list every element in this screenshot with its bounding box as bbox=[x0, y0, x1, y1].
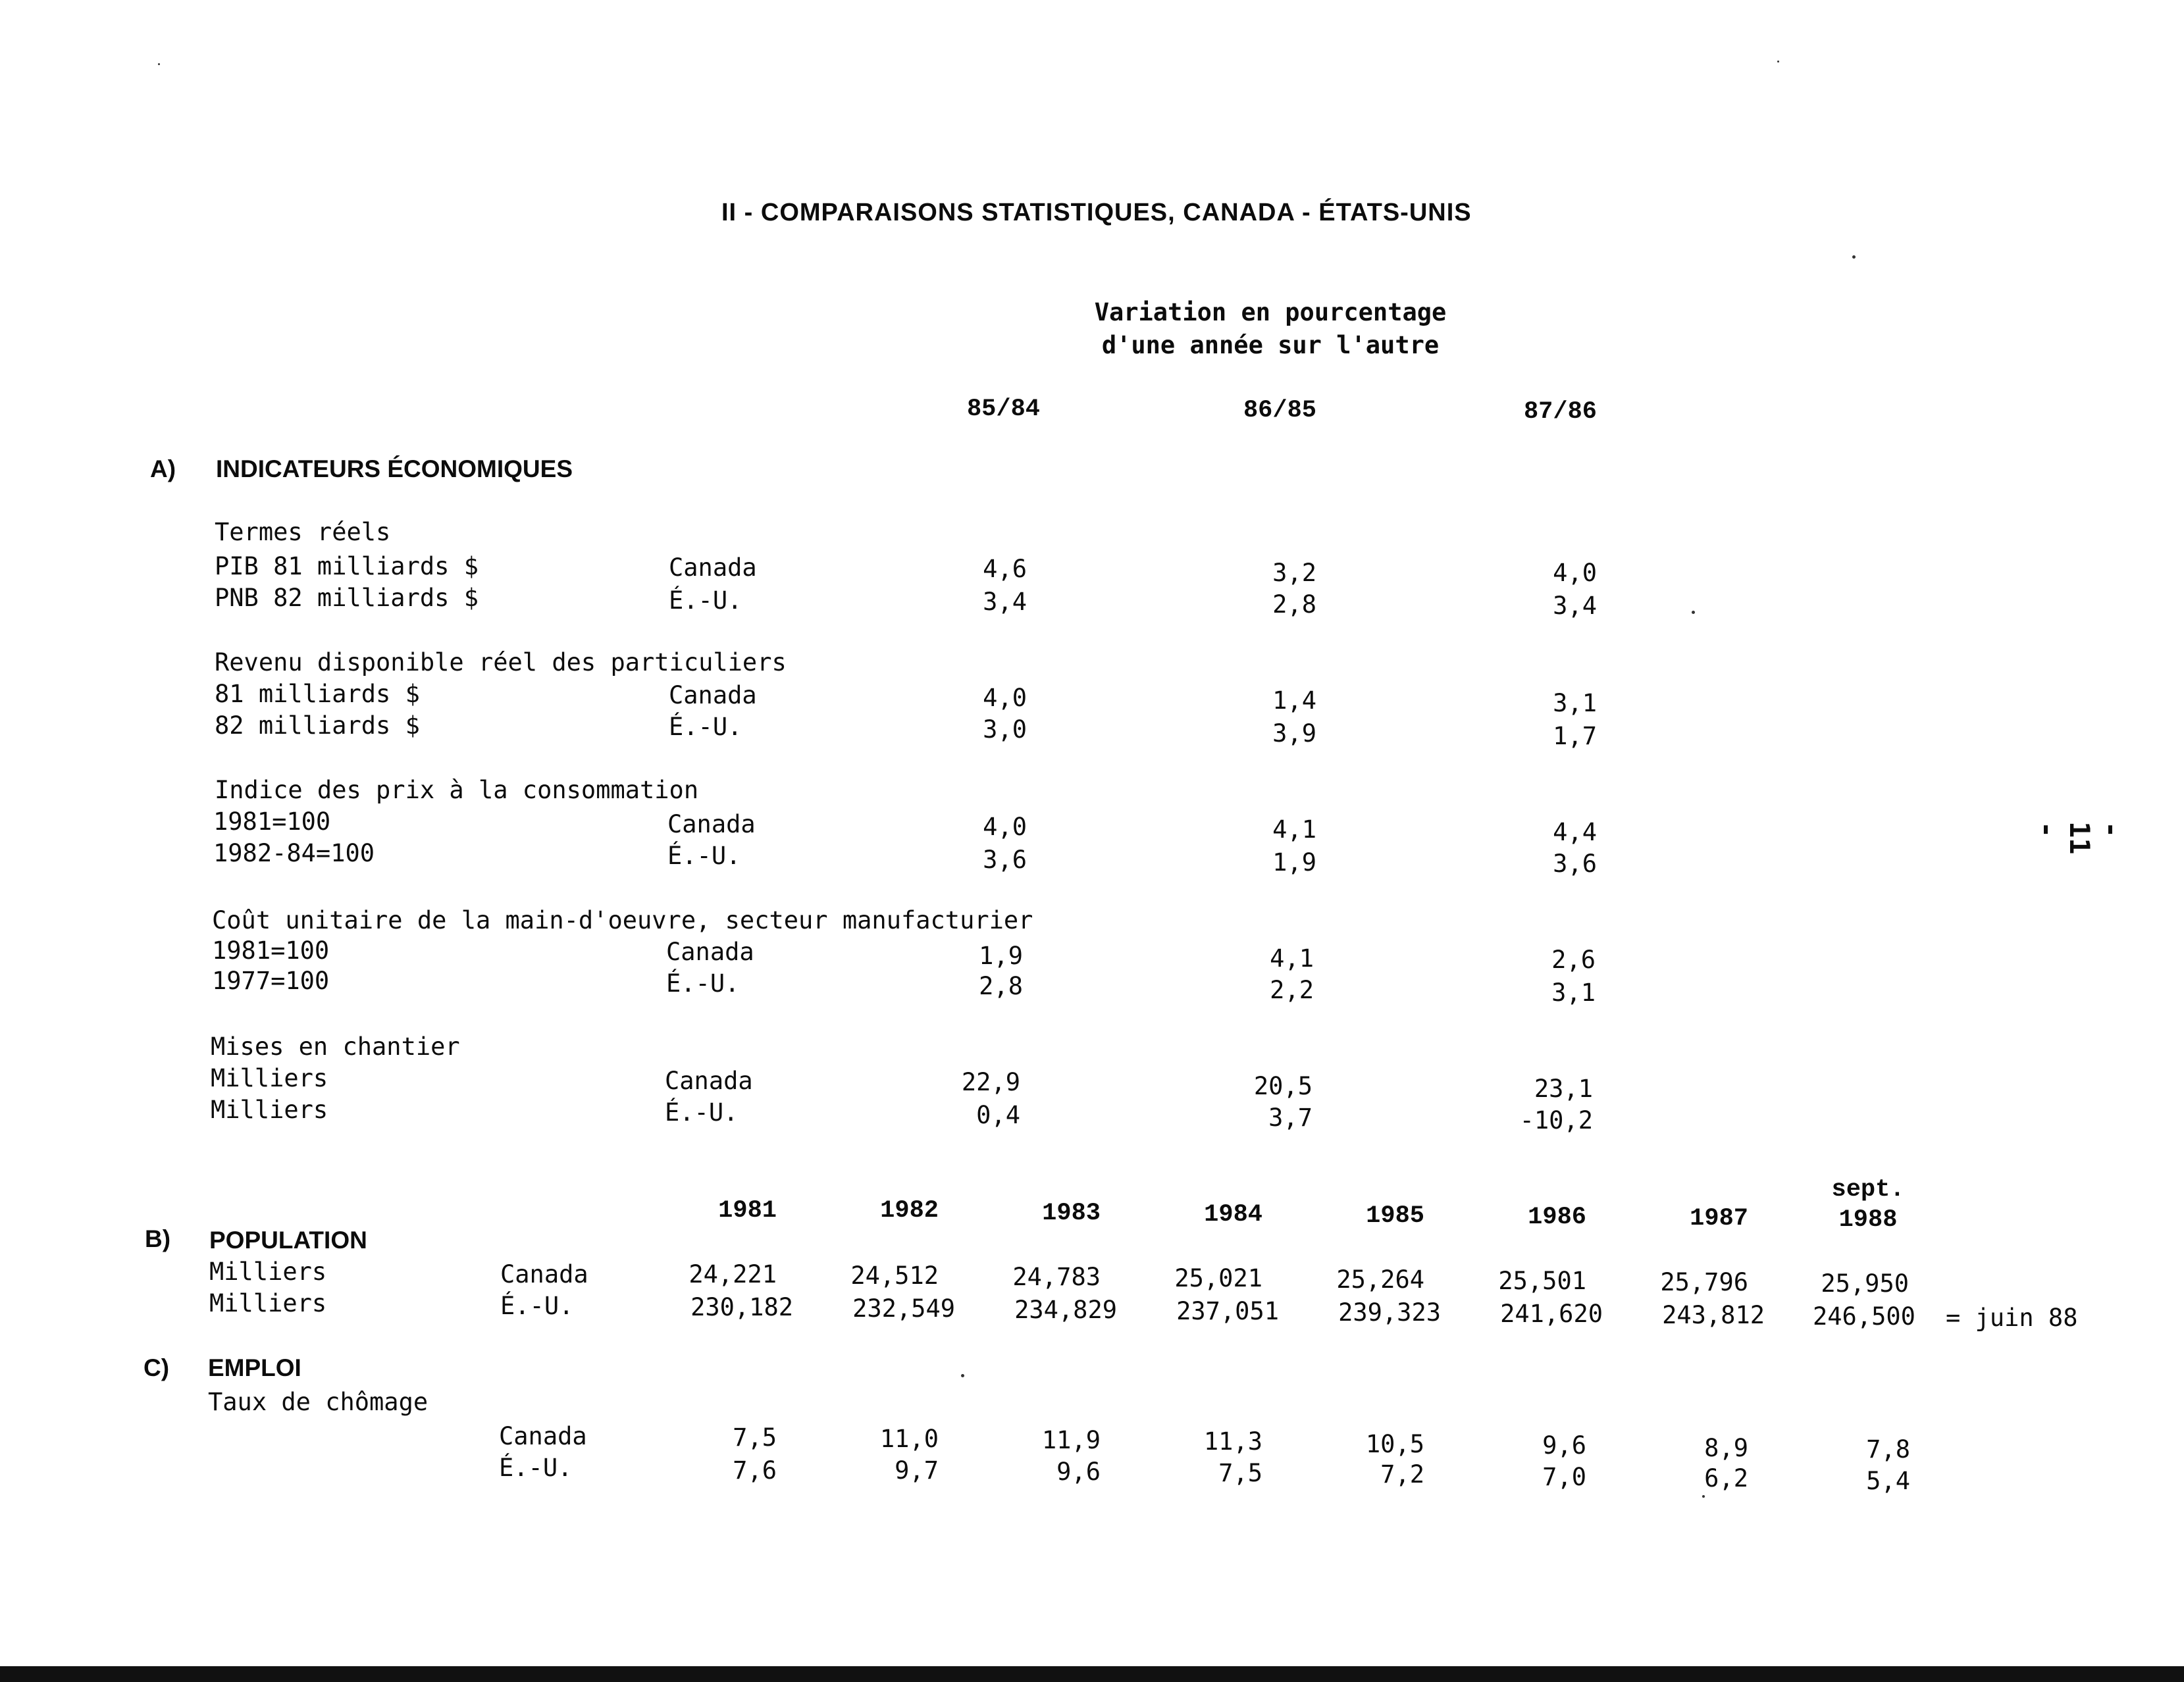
table-cell: 11,0 bbox=[879, 1425, 939, 1453]
period-header: 87/86 bbox=[1523, 398, 1597, 426]
group-heading: Coût unitaire de la main-d'oeuvre, secteur manufacturier bbox=[212, 906, 1033, 934]
table-cell: 4,1 bbox=[1270, 944, 1314, 973]
row-country: É.-U. bbox=[665, 1098, 739, 1127]
year-header: 1982 bbox=[880, 1197, 939, 1225]
row-country: Canada bbox=[500, 1260, 588, 1288]
year-header: 1986 bbox=[1528, 1204, 1586, 1231]
group-heading: Indice des prix à la consommation bbox=[215, 776, 699, 804]
section-b-title: POPULATION bbox=[209, 1227, 367, 1254]
table-cell: 3,0 bbox=[983, 715, 1027, 744]
subtitle-line-2: d'une année sur l'autre bbox=[1101, 331, 1440, 359]
year-header-prefix: sept. bbox=[1831, 1176, 1905, 1204]
table-cell: 7,5 bbox=[1218, 1459, 1262, 1487]
row-country: É.-U. bbox=[500, 1292, 574, 1320]
row-country: Canada bbox=[499, 1422, 587, 1450]
section-a-label: A) bbox=[150, 455, 176, 482]
table-cell: 2,8 bbox=[979, 972, 1023, 1000]
table-cell: 239,323 bbox=[1338, 1298, 1441, 1327]
page-number: - 11 - bbox=[2031, 821, 2129, 855]
row-label: 1981=100 bbox=[212, 936, 330, 965]
table-cell: 3,6 bbox=[983, 846, 1027, 874]
table-cell: 241,620 bbox=[1500, 1300, 1603, 1328]
table-cell: 3,4 bbox=[1553, 592, 1597, 620]
table-cell: 7,2 bbox=[1380, 1460, 1424, 1489]
year-header: 1984 bbox=[1204, 1201, 1262, 1229]
table-cell: 4,1 bbox=[1272, 815, 1316, 844]
section-c-subtitle: Taux de chômage bbox=[208, 1388, 429, 1416]
table-cell: 232,549 bbox=[852, 1294, 955, 1323]
table-cell: 3,1 bbox=[1553, 689, 1597, 717]
table-cell: 3,4 bbox=[983, 588, 1027, 616]
table-cell: 9,6 bbox=[1056, 1458, 1101, 1486]
period-header: 86/85 bbox=[1243, 397, 1316, 424]
table-cell: 3,2 bbox=[1272, 559, 1316, 587]
row-country: É.-U. bbox=[667, 842, 741, 870]
table-cell: 9,6 bbox=[1542, 1431, 1586, 1460]
row-country: Canada bbox=[669, 681, 757, 709]
row-label: 1982-84=100 bbox=[213, 839, 375, 867]
row-label: 81 milliards $ bbox=[215, 680, 420, 708]
table-cell: 4,4 bbox=[1553, 818, 1597, 846]
table-cell: 2,8 bbox=[1272, 590, 1316, 619]
table-cell: 24,221 bbox=[689, 1260, 777, 1288]
row-label: Milliers bbox=[209, 1289, 327, 1317]
table-cell: 10,5 bbox=[1365, 1430, 1424, 1458]
table-cell: 25,021 bbox=[1174, 1264, 1262, 1292]
table-cell: 230,182 bbox=[690, 1293, 793, 1321]
table-cell: 246,500 bbox=[1813, 1302, 1915, 1331]
table-cell: 25,950 bbox=[1821, 1269, 1909, 1298]
year-header: 1987 bbox=[1690, 1205, 1748, 1233]
table-cell: 4,0 bbox=[983, 684, 1027, 712]
section-c-title: EMPLOI bbox=[208, 1354, 301, 1381]
year-header: 1981 bbox=[718, 1197, 777, 1225]
table-cell: 3,1 bbox=[1551, 979, 1596, 1007]
table-cell: 3,7 bbox=[1268, 1104, 1313, 1132]
table-cell: 2,2 bbox=[1270, 976, 1314, 1004]
table-cell: 2,6 bbox=[1551, 946, 1596, 974]
row-label: Milliers bbox=[211, 1064, 328, 1092]
table-cell: 0,4 bbox=[976, 1101, 1020, 1129]
table-cell: 9,7 bbox=[895, 1456, 939, 1485]
table-cell: 5,4 bbox=[1866, 1467, 1910, 1495]
table-cell: 24,512 bbox=[850, 1262, 939, 1290]
row-label: 82 milliards $ bbox=[215, 711, 420, 740]
row-label: 1981=100 bbox=[213, 807, 331, 836]
table-cell: 4,0 bbox=[983, 813, 1027, 841]
scan-speck bbox=[1692, 611, 1695, 614]
table-cell: 1,4 bbox=[1272, 686, 1316, 715]
table-cell: 1,9 bbox=[979, 942, 1023, 970]
population-note: = juin 88 bbox=[1946, 1304, 2078, 1332]
row-country: É.-U. bbox=[669, 713, 742, 741]
group-heading: Mises en chantier bbox=[211, 1032, 460, 1061]
table-cell: 1,7 bbox=[1553, 722, 1597, 750]
row-country: É.-U. bbox=[669, 586, 742, 615]
scan-speck bbox=[1852, 255, 1856, 259]
table-cell: 25,501 bbox=[1498, 1267, 1586, 1295]
period-header: 85/84 bbox=[966, 395, 1040, 423]
section-a-title: INDICATEURS ÉCONOMIQUES bbox=[216, 455, 573, 482]
row-label: 1977=100 bbox=[212, 967, 330, 995]
table-cell: 7,0 bbox=[1542, 1463, 1586, 1491]
row-country: Canada bbox=[666, 938, 754, 966]
year-header: 1985 bbox=[1366, 1202, 1424, 1230]
year-header: 1983 bbox=[1042, 1200, 1101, 1227]
row-label: PIB 81 milliards $ bbox=[215, 552, 479, 580]
row-label: Milliers bbox=[209, 1258, 327, 1286]
row-country: Canada bbox=[665, 1067, 753, 1095]
scan-edge bbox=[0, 1666, 2184, 1682]
row-label: Milliers bbox=[211, 1096, 328, 1124]
table-cell: 4,0 bbox=[1553, 559, 1597, 587]
table-cell: 24,783 bbox=[1012, 1263, 1101, 1291]
year-header: 1988 bbox=[1838, 1206, 1898, 1234]
scan-speck bbox=[158, 63, 160, 65]
table-cell: 3,6 bbox=[1553, 850, 1597, 878]
subtitle-line-1: Variation en pourcentage bbox=[1094, 298, 1447, 326]
page-title: II - COMPARAISONS STATISTIQUES, CANADA - ÉTATS-UNIS bbox=[721, 199, 1472, 226]
table-cell: 11,9 bbox=[1041, 1426, 1101, 1454]
row-country: Canada bbox=[669, 553, 757, 582]
row-country: Canada bbox=[667, 810, 756, 838]
table-cell: 1,9 bbox=[1272, 848, 1316, 877]
scan-speck bbox=[1702, 1495, 1705, 1498]
table-cell: 11,3 bbox=[1203, 1427, 1262, 1456]
table-cell: 25,796 bbox=[1660, 1268, 1748, 1296]
table-cell: 23,1 bbox=[1534, 1075, 1593, 1103]
table-cell: 4,6 bbox=[983, 555, 1027, 583]
table-cell: 22,9 bbox=[961, 1068, 1020, 1096]
section-b-label: B) bbox=[145, 1225, 171, 1252]
table-cell: 20,5 bbox=[1253, 1072, 1313, 1100]
row-label: PNB 82 milliards $ bbox=[215, 584, 479, 612]
table-cell: 243,812 bbox=[1662, 1301, 1765, 1329]
table-cell: 3,9 bbox=[1272, 719, 1316, 748]
table-cell: 7,6 bbox=[733, 1456, 777, 1485]
row-country: É.-U. bbox=[499, 1454, 573, 1482]
group-heading: Revenu disponible réel des particuliers bbox=[215, 648, 787, 676]
table-cell: 8,9 bbox=[1704, 1434, 1748, 1462]
group-heading: Termes réels bbox=[215, 518, 391, 546]
table-cell: 6,2 bbox=[1704, 1464, 1748, 1492]
section-c-label: C) bbox=[143, 1354, 170, 1381]
scan-speck bbox=[961, 1374, 964, 1377]
scan-speck bbox=[1777, 61, 1779, 63]
table-cell: 234,829 bbox=[1014, 1296, 1117, 1324]
row-country: É.-U. bbox=[666, 969, 740, 998]
table-cell: 25,264 bbox=[1336, 1265, 1424, 1294]
table-cell: -10,2 bbox=[1519, 1106, 1593, 1134]
table-cell: 7,8 bbox=[1866, 1435, 1910, 1464]
table-cell: 237,051 bbox=[1176, 1297, 1279, 1325]
table-cell: 7,5 bbox=[733, 1423, 777, 1452]
